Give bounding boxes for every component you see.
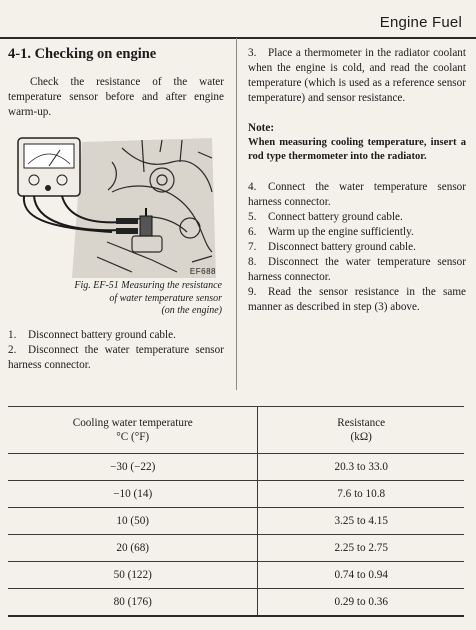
step-item bbox=[248, 210, 466, 225]
step-text: Place a thermometer in the radiator coolant when the engine is cold, and read the coolant temperature (which is used as a reference sensor temperature) and sensor resistance. bbox=[248, 47, 466, 104]
step-text: Disconnect battery ground cable. bbox=[28, 328, 176, 341]
step-text: Disconnect the water temperature sensor harness connector. bbox=[8, 343, 224, 371]
header-rule bbox=[0, 37, 476, 39]
table-row bbox=[8, 481, 464, 508]
section-title: 4-1. Checking on engine bbox=[8, 46, 157, 62]
step-text: Connect battery ground cable. bbox=[268, 211, 403, 223]
step-number: 5. bbox=[248, 211, 257, 223]
cell-temperature: 50 (122) bbox=[8, 562, 258, 589]
steps-list-left bbox=[8, 328, 224, 373]
cell-resistance: 7.6 to 10.8 bbox=[258, 481, 464, 508]
table-row bbox=[8, 589, 464, 617]
table-header-row bbox=[8, 407, 464, 454]
step-number: 1. bbox=[8, 328, 17, 341]
table-row bbox=[8, 454, 464, 481]
left-column bbox=[8, 46, 224, 373]
resistance-spec-table bbox=[8, 406, 464, 617]
step-text: Disconnect the water temperature sensor harness connector. bbox=[248, 256, 466, 283]
cell-resistance: 3.25 to 4.15 bbox=[258, 508, 464, 535]
cell-temperature: 80 (176) bbox=[8, 589, 258, 617]
step-item bbox=[248, 46, 466, 106]
column-divider bbox=[236, 38, 237, 390]
note-title: Note: bbox=[248, 122, 275, 134]
table-row bbox=[8, 562, 464, 589]
steps-list-right bbox=[248, 180, 466, 315]
step-number: 4. bbox=[248, 181, 257, 193]
cell-temperature: −30 (−22) bbox=[8, 454, 258, 481]
step-number: 7. bbox=[248, 241, 257, 253]
engine-background bbox=[72, 138, 216, 278]
right-column bbox=[248, 46, 466, 315]
cell-temperature: 10 (50) bbox=[8, 508, 258, 535]
step-item bbox=[248, 225, 466, 240]
step-number: 6. bbox=[248, 226, 257, 238]
cell-resistance: 20.3 to 33.0 bbox=[258, 454, 464, 481]
step-item bbox=[8, 343, 224, 373]
step-item bbox=[248, 180, 466, 210]
step-text: Warm up the engine sufficiently. bbox=[268, 226, 414, 238]
ohmmeter-icon bbox=[18, 138, 80, 196]
cell-resistance: 2.25 to 2.75 bbox=[258, 535, 464, 562]
caption-line: of water temperature sensor bbox=[109, 292, 222, 304]
figure-code: EF688 bbox=[189, 267, 216, 276]
cell-resistance: 0.74 to 0.94 bbox=[258, 562, 464, 589]
step-item bbox=[248, 240, 466, 255]
table-row bbox=[8, 535, 464, 562]
step-item bbox=[248, 285, 466, 315]
step-item bbox=[248, 255, 466, 285]
header-resistance bbox=[258, 407, 464, 454]
header-line: Cooling water temperature bbox=[72, 417, 193, 429]
step-number: 3. bbox=[248, 47, 257, 59]
step-item bbox=[8, 328, 224, 343]
running-header: Engine Fuel bbox=[379, 14, 462, 31]
step-text: Read the sensor resistance in the same manner as described in step (3) above. bbox=[248, 286, 466, 313]
figure-ohmmeter-illustration bbox=[12, 132, 218, 278]
cell-temperature: 20 (68) bbox=[8, 535, 258, 562]
figure-caption bbox=[8, 280, 222, 318]
header-line: (kΩ) bbox=[350, 431, 372, 443]
cell-resistance: 0.29 to 0.36 bbox=[258, 589, 464, 617]
header-temperature bbox=[8, 407, 258, 454]
intro-paragraph: Check the resistance of the water temperature sensor before and after engine warm-up. bbox=[8, 76, 224, 118]
step-number: 2. bbox=[8, 343, 17, 356]
note-body: When measuring cooling temperature, insert a rod type thermometer into the radiator. bbox=[248, 137, 466, 162]
cell-temperature: −10 (14) bbox=[8, 481, 258, 508]
caption-line: Fig. EF-51 Measuring the resistance bbox=[74, 280, 222, 291]
header-line: Resistance bbox=[337, 417, 386, 429]
table-row bbox=[8, 508, 464, 535]
caption-line: (on the engine) bbox=[161, 305, 222, 316]
step-number: 9. bbox=[248, 286, 257, 298]
header-line: °C (°F) bbox=[116, 431, 150, 443]
step-number: 8. bbox=[248, 256, 257, 268]
ohmmeter-engine-illustration bbox=[12, 132, 218, 278]
step-text: Connect the water temperature sensor harness connector. bbox=[248, 181, 466, 208]
step-text: Disconnect battery ground cable. bbox=[268, 241, 416, 253]
